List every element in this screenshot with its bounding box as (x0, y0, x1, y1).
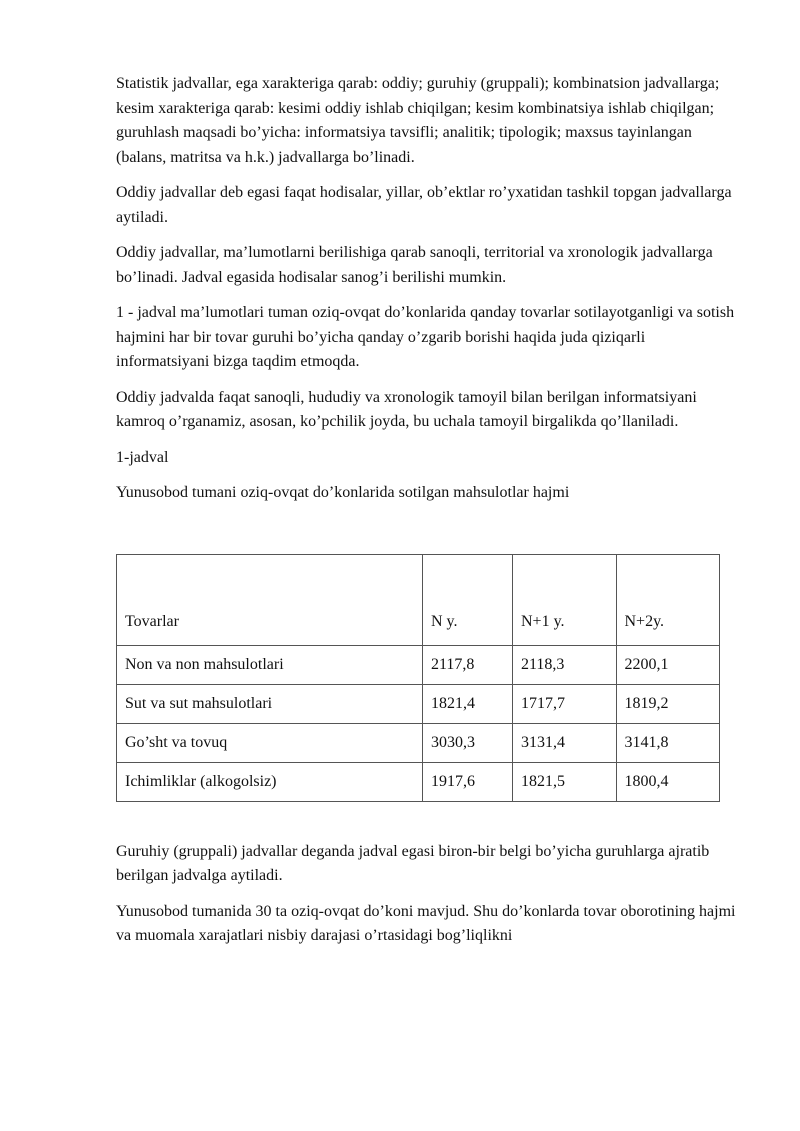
header-year-n1: N+1 y. (513, 554, 617, 645)
paragraph-group-tables-definition: Guruhiy (gruppali) jadvallar deganda jadval egasi biron-bir belgi bo’yicha guruhlarga ajratib berilgan jadvalga aytiladi. (116, 842, 710, 884)
paragraph-simple-tables-definition: Oddiy jadvallar deb egasi faqat hodisalar, yillar, ob’ektlar ro’yxatidan tashkil topgan jadvallarga aytiladi. (116, 184, 732, 226)
header-goods: Tovarlar (117, 554, 423, 645)
document-page (116, 72, 736, 949)
cell-value: 2200,1 (616, 645, 720, 684)
table-header-row (117, 554, 720, 645)
cell-value: 2117,8 (423, 645, 513, 684)
cell-value: 1717,7 (513, 684, 617, 723)
cell-value: 2118,3 (513, 645, 617, 684)
row-label: Go’sht va tovuq (117, 723, 423, 762)
paragraph-table1-description: 1 - jadval ma’lumotlari tuman oziq-ovqat do’konlarida qanday tovarlar sotilayotganligi va sotish hajmini har bir tovar guruhi bo’yicha qanday o’zgarib borishi haqida juda qiziqarli informatsiyani bizga taqdim etmoqda. (116, 304, 735, 370)
cell-value: 1821,5 (513, 762, 617, 801)
cell-value: 1917,6 (423, 762, 513, 801)
table-row (117, 762, 720, 801)
row-label: Sut va sut mahsulotlari (117, 684, 423, 723)
sales-volume-table (116, 554, 720, 802)
cell-value: 3131,4 (513, 723, 617, 762)
paragraph-simple-tables-kinds: Oddiy jadvallar, ma’lumotlarni berilishiga qarab sanoqli, territorial va xronologik jadvallarga bo’linadi. Jadval egasida hodisalar sanog’i berilishi mumkin. (116, 244, 713, 286)
cell-value: 1819,2 (616, 684, 720, 723)
paragraph-table-types: Statistik jadvallar, ega xarakteriga qarab: oddiy; guruhiy (gruppali); kombinatsion jadvallarga; kesim xarakteriga qarab: kesimi oddiy ishlab chiqilgan; kesim kombinatsiya ishlab chiqilgan; guruhlash maqsadi bo’yicha: informatsiya tavsifli; analitik; tipologik; maxsus tayinlangan (balans, matritsa va h.k.) jadvallarga bo’linadi. (116, 75, 720, 166)
row-label: Non va non mahsulotlari (117, 645, 423, 684)
table-row (117, 723, 720, 762)
paragraph-yunusobod-stores: Yunusobod tumanida 30 ta oziq-ovqat do’koni mavjud. Shu do’konlarda tovar oborotining hajmi va muomala xarajatlari nisbiy darajasi o’rtasidagi bog’liqlikni (116, 902, 736, 944)
cell-value: 1800,4 (616, 762, 720, 801)
table-caption: Yunusobod tumani oziq-ovqat do’konlarida sotilgan mahsulotlar hajmi (116, 484, 570, 501)
cell-value: 3141,8 (616, 723, 720, 762)
header-year-n2: N+2y. (616, 554, 720, 645)
table-row (117, 684, 720, 723)
table-row (117, 645, 720, 684)
table-label: 1-jadval (116, 448, 169, 466)
row-label: Ichimliklar (alkogolsiz) (117, 762, 423, 801)
cell-value: 1821,4 (423, 684, 513, 723)
paragraph-principles: Oddiy jadvalda faqat sanoqli, hududiy va xronologik tamoyil bilan berilgan informatsiyani kamroq o’rganamiz, asosan, ko’pchilik joyda, bu uchala tamoyil birgalikda qo’llaniladi. (116, 388, 697, 430)
header-year-n: N y. (423, 554, 513, 645)
cell-value: 3030,3 (423, 723, 513, 762)
